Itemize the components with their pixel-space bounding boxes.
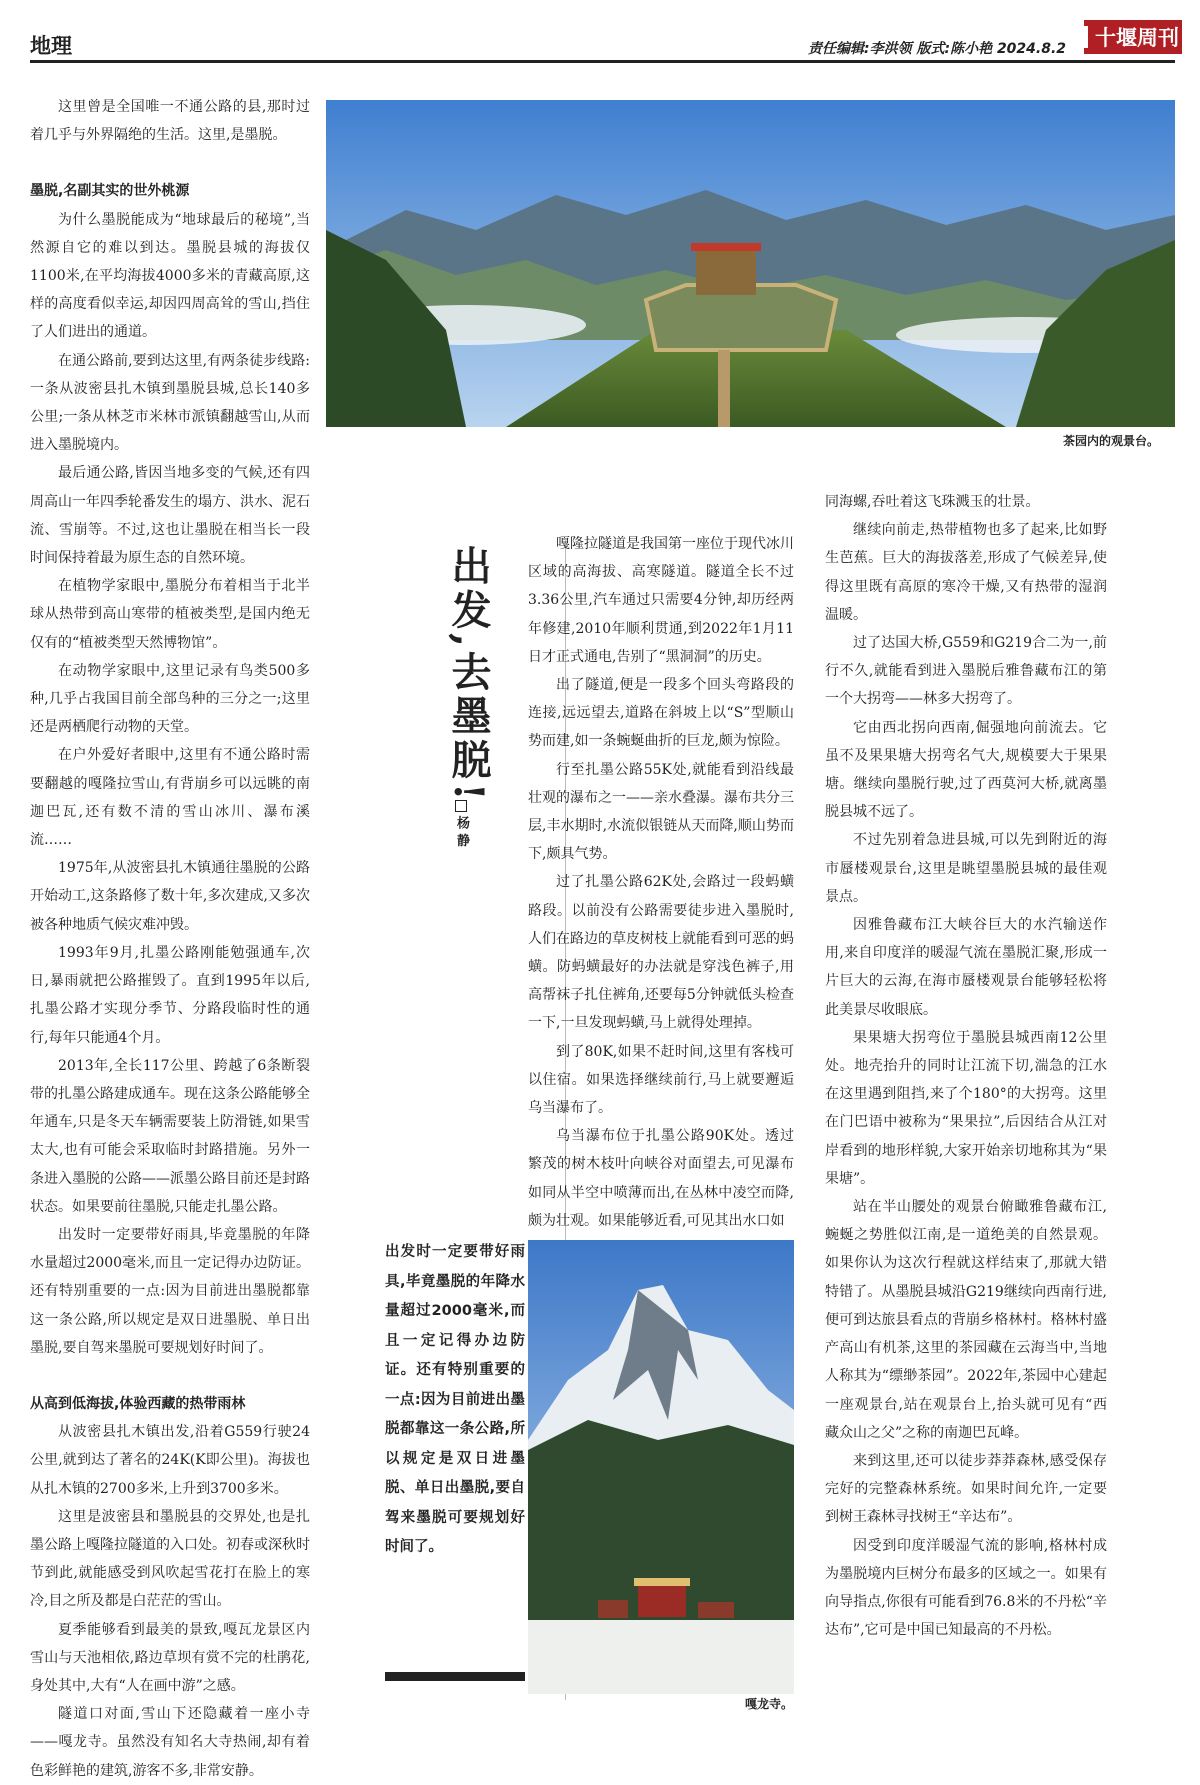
- paragraph: 这里曾是全国唯一不通公路的县,那时过着几乎与外界隔绝的生活。这里,是墨脱。: [30, 99, 310, 144]
- paragraph: 1975年,从波密县扎木镇通往墨脱的公路开始动工,这条路修了数十年,多次建成,又多次被各种地质气候灾难冲毁。: [30, 860, 310, 933]
- paragraph: 最后通公路,皆因当地多变的气候,还有四周高山一年四季轮番发生的塌方、洪水、泥石流、雪崩等。不过,这也让墨脱在相当长一段时间保持着最为原生态的自然环境。: [30, 465, 310, 567]
- editor-credits: 责任编辑:李洪领 版式:陈小艳 2024.8.2: [808, 41, 1067, 57]
- photo-caption-bottom: 嘎龙寺。: [745, 1697, 794, 1711]
- paragraph: 来到这里,还可以徒步莽莽森林,感受保存完好的完整森林系统。如果时间允许,一定要到树王森林寻找树王“辛达布”。: [825, 1452, 1107, 1526]
- section-heading: 墨脱,名副其实的世外桃源: [30, 183, 190, 200]
- paragraph: 在户外爱好者眼中,这里有不通公路时需要翻越的嘎隆拉雪山,有背崩乡可以远眺的南迦巴瓦,还有数不清的雪山冰川、瀑布溪流……: [30, 747, 310, 849]
- publication-logo: 十堰周刊: [1084, 20, 1182, 54]
- pull-quote-bar: [385, 1672, 525, 1681]
- paragraph: 在动物学家眼中,这里记录有鸟类500多种,几乎占我国目前全部鸟种的三分之一;这里还是两栖爬行动物的天堂。: [30, 662, 310, 736]
- paragraph: 因受到印度洋暖湿气流的影响,格林村成为墨脱境内巨树分布最多的区域之一。如果有向导指点,你很有可能看到76.8米的不丹松“辛达布”,它可是中国已知最高的不丹松。: [825, 1537, 1107, 1639]
- section-heading: 从高到低海拔,体验西藏的热带雨林: [30, 1395, 246, 1412]
- paragraph: 从波密县扎木镇出发,沿着G559行驶24公里,就到达了著名的24K(K即公里)。海拔也从扎木镇的2700多米,上升到3700多米。: [30, 1424, 310, 1497]
- paragraph: 隧道口对面,雪山下还隐藏着一座小寺——嘎龙寺。虽然没有知名大寺热闹,却有着色彩鲜艳的建筑,游客不多,非常安静。: [30, 1706, 310, 1779]
- paragraph: 这里是波密县和墨脱县的交界处,也是扎墨公路上嘎隆拉隧道的入口处。初春或深秋时节到此,就能感受到风吹起雪花打在脸上的寒冷,目之所及都是白茫茫的雪山。: [30, 1508, 310, 1610]
- paragraph: 出发时一定要带好雨具,毕竟墨脱的年降水量超过2000毫米,而且一定记得办边防证。还有特别重要的一点:因为目前进出墨脱都靠这一条公路,所以规定是双日进墨脱、单日出墨脱,要自驾来墨脱可要规划好时间了。: [30, 1226, 310, 1356]
- paragraph: 为什么墨脱能成为“地球最后的秘境”,当然源自它的难以到达。墨脱县城的海拔仅1100米,在平均海拔4000多米的青藏高原,这样的高度看似幸运,却因四周高耸的雪山,挡住了人们进出的通道。: [30, 211, 310, 341]
- paragraph: 过了扎墨公路62K处,会路过一段蚂蟥路段。以前没有公路需要徒步进入墨脱时,人们在路边的草皮树枝上就能看到可恶的蚂蟥。防蚂蟥最好的办法就是穿浅色裤子,用高帮袜子扎住裤角,还要每5分钟就低头检查一下,一旦发现蚂蟥,马上就得处理掉。: [528, 874, 794, 1032]
- paragraph: 它由西北拐向西南,倔强地向前流去。它虽不及果果塘大拐弯名气大,规模要大于果果塘。继续向墨脱行驶,过了西莫河大桥,就离墨脱县城不远了。: [825, 719, 1107, 821]
- pull-quote: 出发时一定要带好雨具,毕竟墨脱的年降水量超过2000毫米,而且一定记得办边防证。还有特别重要的一点:因为目前进出墨脱都靠这一条公路,所以规定是双日进墨脱、单日出墨脱,要自驾来墨脱可要规划好时间了。: [385, 1244, 525, 1555]
- paragraph: 在通公路前,要到达这里,有两条徒步线路:一条从波密县扎木镇到墨脱县城,总长140多公里;一条从林芝市米林市派镇翻越雪山,从而进入墨脱境内。: [30, 352, 310, 454]
- paragraph: 过了达国大桥,G559和G219合二为一,前行不久,就能看到进入墨脱后雅鲁藏布江的第一个大拐弯——林多大拐弯了。: [825, 635, 1107, 708]
- text-column-3: [825, 488, 1107, 1644]
- paragraph: 夏季能够看到最美的景致,嘎瓦龙景区内雪山与天池相依,路边草坝有赏不完的杜鹃花,身处其中,大有“人在画中游”之感。: [30, 1621, 310, 1694]
- paragraph: 出了隧道,便是一段多个回头弯路段的连接,远远望去,道路在斜坡上以“S”型顺山势而建,如一条蜿蜒曲折的巨龙,颇为惊险。: [528, 677, 794, 750]
- text-column-2: [528, 530, 794, 1235]
- paragraph: 行至扎墨公路55K处,就能看到沿线最壮观的瀑布之一——亲水叠瀑。瀑布共分三层,丰水期时,水流似银链从天而降,顺山势而下,颇具气势。: [528, 761, 794, 863]
- paragraph: 继续向前走,热带植物也多了起来,比如野生芭蕉。巨大的海拔落差,形成了气候差异,使得这里既有高原的寒冷干燥,又有热带的湿润温暖。: [825, 522, 1107, 623]
- header-rule: [30, 60, 1175, 63]
- author-byline: 杨 静: [452, 800, 471, 847]
- section-name: 地理: [30, 34, 72, 58]
- tea-garden-photo: [326, 100, 1175, 427]
- galong-temple-photo: [528, 1240, 794, 1694]
- paragraph: 不过先别着急进县城,可以先到附近的海市蜃楼观景台,这里是眺望墨脱县城的最佳观景点。: [825, 832, 1107, 905]
- paragraph: 1993年9月,扎墨公路刚能勉强通车,次日,暴雨就把公路摧毁了。直到1995年以后,扎墨公路才实现分季节、分路段临时性的通行,每年只能通4个月。: [30, 944, 310, 1046]
- article-title: 出发,去墨脱!: [445, 545, 492, 805]
- paragraph: 到了80K,如果不赶时间,这里有客栈可以住宿。如果选择继续前行,马上就要邂逅乌当瀑布了。: [528, 1043, 794, 1117]
- paragraph: 站在半山腰处的观景台俯瞰雅鲁藏布江,蜿蜒之势胜似江南,是一道绝美的自然景观。如果你认为这次行程就这样结束了,那就大错特错了。从墨脱县城沿G219继续向西南行进,便可到达旅县看点的背崩乡格林村。格林村盛产高山有机茶,这里的茶园藏在云海当中,当地人称其为“缥缈茶园”。2022年,茶园中心建起一座观景台,站在观景台上,抬头就可见有“西藏众山之父”之称的南迦巴瓦峰。: [825, 1199, 1107, 1441]
- paragraph: 嘎隆拉隧道是我国第一座位于现代冰川区域的高海拔、高寒隧道。隧道全长不过3.36公里,汽车通过只需要4分钟,却历经两年修建,2010年顺利贯通,到2022年1月11日才正式通电,告别了“黑洞洞”的历史。: [528, 536, 794, 665]
- paragraph: 乌当瀑布位于扎墨公路90K处。透过繁茂的树木枝叶向峡谷对面望去,可见瀑布如同从半空中喷薄而出,在丛林中凌空而降,颇为壮观。如果能够近看,可见其出水口如: [528, 1128, 794, 1229]
- paragraph: 因雅鲁藏布江大峡谷巨大的水汽输送作用,来自印度洋的暖湿气流在墨脱汇聚,形成一片巨大的云海,在海市蜃楼观景台能够轻松将此美景尽收眼底。: [825, 917, 1107, 1018]
- text-column-1: [30, 93, 310, 1785]
- paragraph: 果果塘大拐弯位于墨脱县城西南12公里处。地壳抬升的同时让江流下切,湍急的江水在这里遇到阻挡,来了个180°的大拐弯。这里在门巴语中被称为“果果拉”,后因结合从江对岸看到的地形样貌,大家开始亲切地称其为“果果塘”。: [825, 1029, 1107, 1187]
- paragraph: 同海螺,吞吐着这飞珠溅玉的壮景。: [825, 494, 1040, 510]
- paragraph: 在植物学家眼中,墨脱分布着相当于北半球从热带到高山寒带的植被类型,是国内绝无仅有的“植被类型天然博物馆”。: [30, 578, 310, 651]
- paragraph: 2013年,全长117公里、跨越了6条断裂带的扎墨公路建成通车。现在这条公路能够全年通车,只是冬天车辆需要装上防滑链,如果雪太大,也有可能会采取临时封路措施。另外一条进入墨脱的公路——派墨公路目前还是封路状态。如果要前往墨脱,只能走扎墨公路。: [30, 1057, 310, 1215]
- photo-caption-top: 茶园内的观景台。: [1063, 434, 1160, 448]
